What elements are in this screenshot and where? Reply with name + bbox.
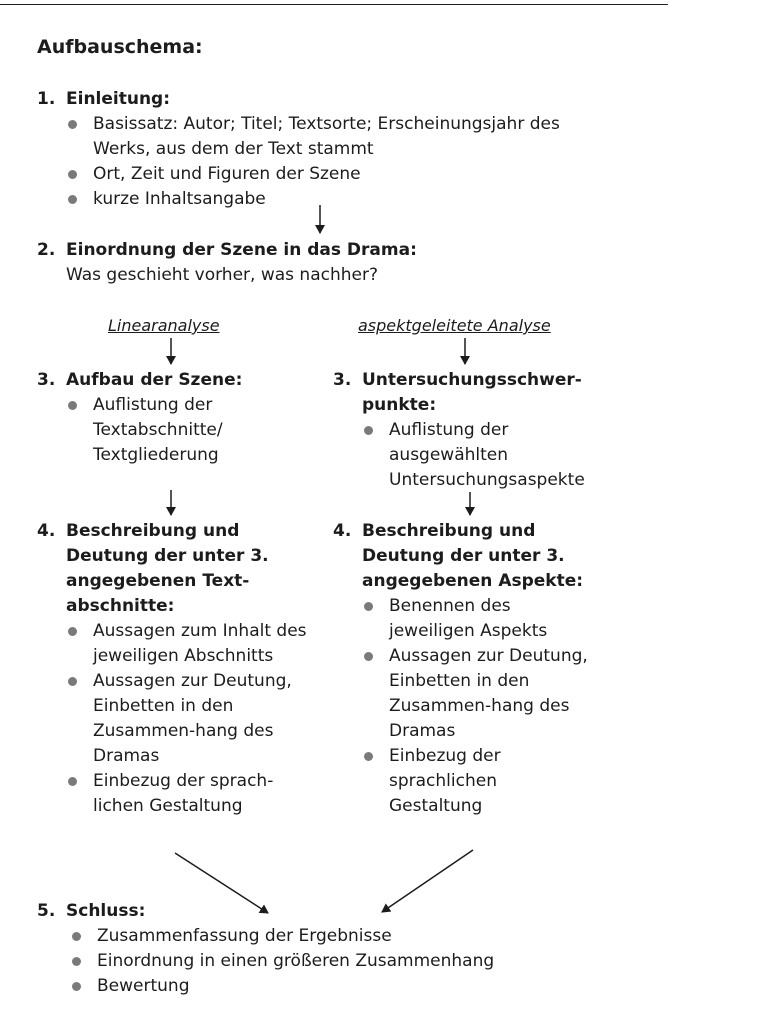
page-title: Aufbauschema:	[37, 36, 203, 58]
column-label-aspektgeleitete-analyse: aspektgeleitete Analyse	[358, 316, 551, 335]
list-item: kurze Inhaltsangabe	[93, 187, 593, 212]
list-item: Auflistung der ausgewählten Untersuchungsaspekte	[389, 418, 604, 493]
section-title: Beschreibung und Deutung der unter 3. angegebenen Text-abschnitte:	[66, 521, 269, 616]
column-label-linearanalyse: Linearanalyse	[108, 316, 220, 335]
section-number: 2.	[37, 240, 56, 260]
section-number: 4.	[37, 521, 56, 541]
section-title: Einordnung der Szene in das Drama:	[66, 240, 417, 260]
list-item: Benennen des jeweiligen Aspekts	[389, 594, 589, 644]
section-title: Untersuchungsschwer-punkte:	[362, 370, 582, 415]
list-item: Aussagen zum Inhalt des jeweiligen Abschnitts	[93, 619, 308, 669]
section-number: 3.	[333, 370, 352, 390]
arrow-diagonal-icon	[382, 850, 473, 912]
list-item: Ort, Zeit und Figuren der Szene	[93, 162, 593, 187]
section-title: Beschreibung und Deutung der unter 3. angegebenen Aspekte:	[362, 521, 584, 591]
section-number: 1.	[37, 89, 56, 109]
section-number: 4.	[333, 521, 352, 541]
list-item: Einordnung in einen größeren Zusammenhang	[97, 949, 597, 974]
section-title: Schluss:	[66, 901, 146, 921]
section-title: Einleitung:	[66, 89, 171, 109]
list-item: Basissatz: Autor; Titel; Textsorte; Erscheinungsjahr des Werks, aus dem der Text stammt	[93, 112, 593, 162]
section-subtitle: Was geschieht vorher, was nachher?	[66, 265, 378, 285]
list-item: Einbezug der sprach-lichen Gestaltung	[93, 769, 308, 819]
list-item: Aussagen zur Deutung, Einbetten in den Zusammen-hang des Dramas	[389, 644, 589, 744]
arrow-diagonal-icon	[175, 853, 268, 913]
list-item: Einbezug der sprachlichen Gestaltung	[389, 744, 589, 819]
list-item: Auflistung der Textabschnitte/ Textgliederung	[93, 393, 263, 468]
section-number: 5.	[37, 901, 56, 921]
list-item: Bewertung	[97, 974, 597, 999]
list-item: Zusammenfassung der Ergebnisse	[97, 924, 597, 949]
list-item: Aussagen zur Deutung, Einbetten in den Zusammen-hang des Dramas	[93, 669, 308, 769]
section-title: Aufbau der Szene:	[66, 370, 243, 390]
section-number: 3.	[37, 370, 56, 390]
